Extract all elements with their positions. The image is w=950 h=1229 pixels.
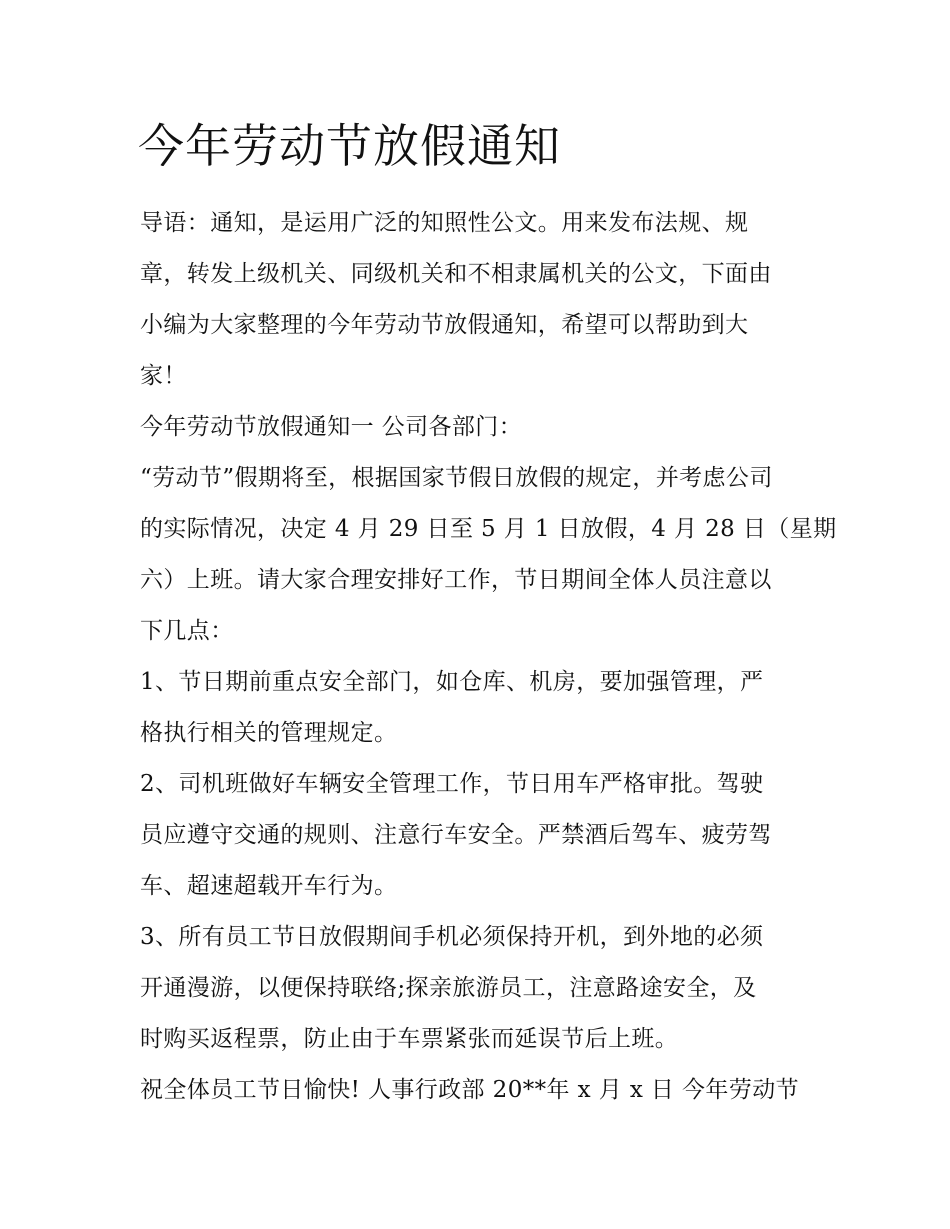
text-line: 开通漫游，以便保持联络;探亲旅游员工，注意路途安全，及 <box>140 975 757 1001</box>
text-line: 六）上班。请大家合理安排好工作，节日期间全体人员注意以 <box>140 567 772 593</box>
text-line: 今年劳动节放假通知一 公司各部门： <box>140 414 523 440</box>
text-line: 导语：通知，是运用广泛的知照性公文。用来发布法规、规 <box>140 210 749 236</box>
text-line: 2、司机班做好车辆安全管理工作，节日用车严格审批。驾驶 <box>140 771 764 797</box>
text-line: 车、超速超载开车行为。 <box>140 873 398 899</box>
text-line: 时购买返程票，防止由于车票紧张而延误节后上班。 <box>140 1026 679 1052</box>
document-title: 今年劳动节放假通知 <box>138 119 561 173</box>
text-line: “劳动节”假期将至，根据国家节假日放假的规定，并考虑公司 <box>140 465 773 491</box>
text-line: 1、节日期前重点安全部门，如仓库、机房，要加强管理，严 <box>140 669 764 695</box>
text-line: 家！ <box>140 363 187 389</box>
text-line: 的实际情况，决定 4 月 29 日至 5 月 1 日放假，4 月 28 日（星期 <box>140 516 837 542</box>
text-line: 格执行相关的管理规定。 <box>140 720 398 746</box>
text-line: 下几点： <box>140 618 234 644</box>
text-line: 员应遵守交通的规则、注意行车安全。严禁酒后驾车、疲劳驾 <box>140 822 772 848</box>
text-line: 章，转发上级机关、同级机关和不相隶属机关的公文，下面由 <box>140 261 772 287</box>
text-line: 3、所有员工节日放假期间手机必须保持开机，到外地的必须 <box>140 924 764 950</box>
text-line: 祝全体员工节日愉快! 人事行政部 20**年 x 月 x 日 今年劳动节 <box>140 1077 800 1103</box>
text-line: 小编为大家整理的今年劳动节放假通知，希望可以帮助到大 <box>140 312 749 338</box>
